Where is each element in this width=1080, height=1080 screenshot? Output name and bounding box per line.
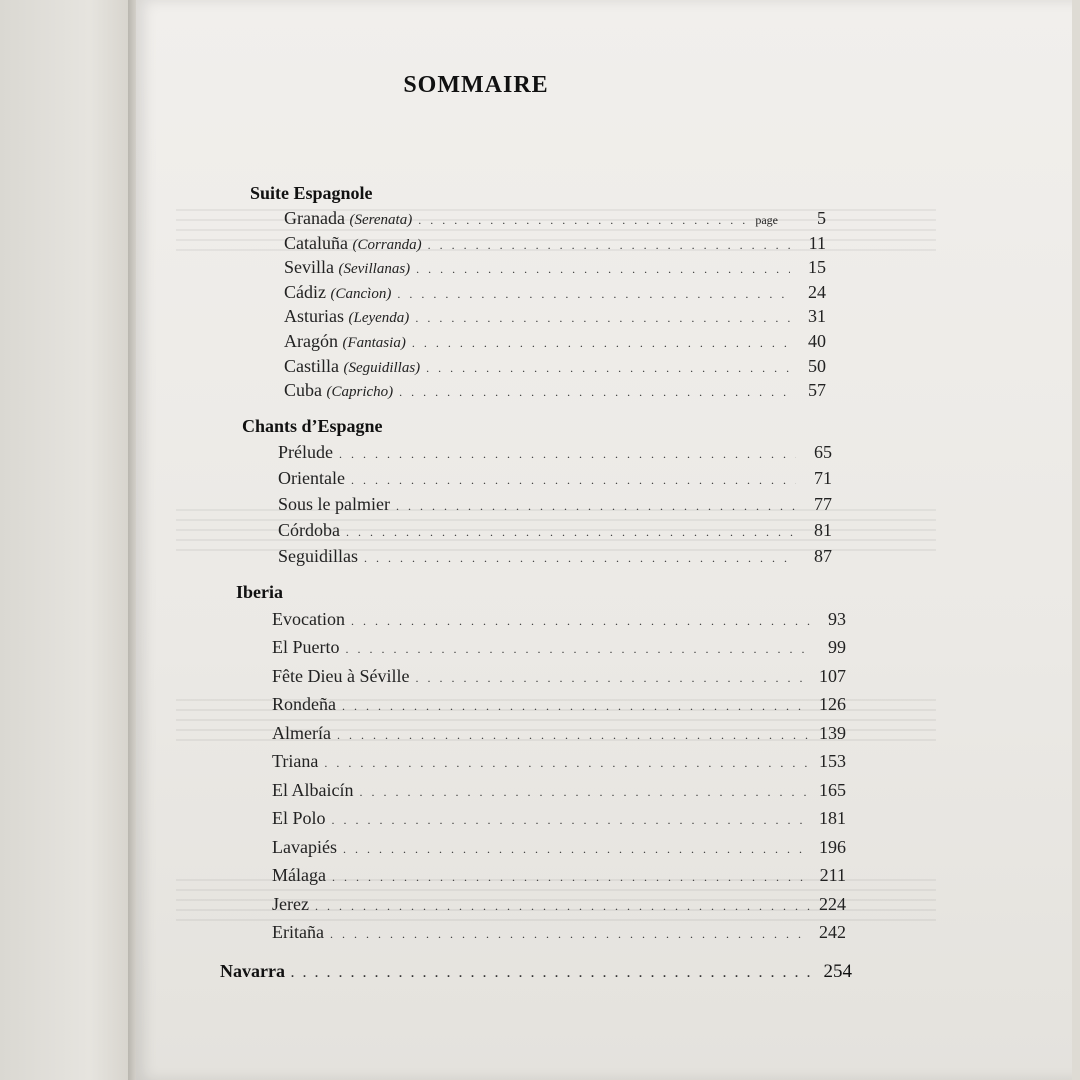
entry-label: Prélude <box>278 441 333 462</box>
entry-label: Aragón (Fantasia) <box>284 330 406 351</box>
entry-label: Eritaña <box>272 922 324 943</box>
toc-entry <box>236 633 846 662</box>
page-number: 99 <box>828 637 846 658</box>
dot-leader <box>426 356 790 381</box>
toc-entry <box>236 690 846 719</box>
page-number: 254 <box>823 960 852 982</box>
toc-entry <box>242 465 832 491</box>
entry-label: Triana <box>272 751 319 772</box>
dot-leader <box>418 208 749 233</box>
page-number: 11 <box>808 232 826 253</box>
page-number: 31 <box>808 306 826 327</box>
toc-entry <box>236 833 846 862</box>
entry-label: Córdoba <box>278 519 340 540</box>
toc-entry <box>250 378 826 403</box>
dot-leader <box>346 635 811 664</box>
toc-entry <box>236 605 846 634</box>
dot-leader <box>337 721 810 750</box>
section-navarra <box>136 955 852 987</box>
dot-leader <box>359 778 810 807</box>
page-number: 24 <box>808 281 826 302</box>
page-number: 87 <box>814 545 832 566</box>
entry-label: Jerez <box>272 893 309 914</box>
dot-leader <box>324 749 810 778</box>
entry-label: Fête Dieu à Séville <box>272 665 410 686</box>
dot-leader <box>415 664 810 693</box>
page-number: 15 <box>808 257 826 278</box>
dot-leader <box>339 441 796 467</box>
table-of-contents <box>136 180 1080 987</box>
section-heading: Chants d’Espagne <box>242 415 383 436</box>
dot-leader <box>412 331 790 356</box>
toc-entry <box>250 255 826 280</box>
page-number: 126 <box>819 694 846 715</box>
dot-leader <box>332 806 810 835</box>
page-number: 165 <box>819 779 846 800</box>
page-number: 5 <box>817 208 826 228</box>
page-number: 57 <box>808 380 826 401</box>
entry-label: Lavapiés <box>272 836 337 857</box>
section-suite-espagnole <box>136 180 826 403</box>
toc-entry <box>250 231 826 256</box>
page-number: 196 <box>819 836 846 857</box>
page-edge <box>1072 0 1080 1080</box>
toc-entry <box>236 861 846 890</box>
entry-label: Rondeña <box>272 694 336 715</box>
page-title: SOMMAIRE <box>403 72 549 98</box>
book-spine <box>128 0 136 1080</box>
entry-label: Granada (Serenata) <box>284 208 413 228</box>
page-number: 50 <box>808 355 826 376</box>
dot-leader <box>364 545 796 571</box>
toc-entry <box>242 543 832 569</box>
entry-label: El Polo <box>272 808 326 829</box>
dot-leader <box>342 692 810 721</box>
contents-page <box>136 0 1080 1080</box>
section-heading: Suite Espagnole <box>250 183 373 203</box>
entry-label: El Puerto <box>272 637 340 658</box>
section-iberia <box>136 579 846 947</box>
entry-label: Sevilla (Sevillanas) <box>284 257 411 278</box>
entry-label: El Albaicín <box>272 779 354 800</box>
dot-leader <box>428 233 790 258</box>
dot-leader <box>315 892 810 921</box>
page-number: 77 <box>814 493 832 514</box>
entry-label: Almería <box>272 722 331 743</box>
entry-label: Sous le palmier <box>278 493 390 514</box>
toc-entry <box>250 280 826 305</box>
entry-label: Seguidillas <box>278 545 358 566</box>
page-number: 71 <box>814 467 832 488</box>
entry-label: Málaga <box>272 865 326 886</box>
toc-entry <box>242 491 832 517</box>
toc-entry <box>250 354 826 379</box>
dot-leader <box>332 863 810 892</box>
previous-page <box>0 0 128 1080</box>
toc-entry-navarra <box>220 955 852 987</box>
dot-leader <box>416 257 790 282</box>
toc-entry <box>250 206 826 231</box>
toc-entry <box>236 918 846 947</box>
entry-label: Evocation <box>272 608 345 629</box>
page-number: 211 <box>819 865 846 886</box>
page-number: 242 <box>819 922 846 943</box>
toc-entry <box>250 329 826 354</box>
page-number: 153 <box>819 751 846 772</box>
page-number: 65 <box>814 441 832 462</box>
toc-entry <box>250 304 826 329</box>
toc-entry <box>236 776 846 805</box>
dot-leader <box>330 920 810 949</box>
dot-leader <box>397 282 790 307</box>
dot-leader <box>415 306 790 331</box>
dot-leader <box>291 957 816 989</box>
page-number: 139 <box>819 722 846 743</box>
entry-label: Asturias (Leyenda) <box>284 306 410 327</box>
entry-label: Cádiz (Cancìon) <box>284 281 392 302</box>
toc-entry <box>236 747 846 776</box>
page-number: 107 <box>819 665 846 686</box>
toc-entry <box>236 662 846 691</box>
toc-entry <box>236 804 846 833</box>
entry-label: Cataluña (Corranda) <box>284 232 422 253</box>
dot-leader <box>343 835 810 864</box>
page-word: page <box>755 213 778 227</box>
page-number: 81 <box>814 519 832 540</box>
page-number: 93 <box>828 608 846 629</box>
toc-entry <box>236 719 846 748</box>
section-heading: Navarra <box>220 960 285 981</box>
dot-leader <box>396 493 796 519</box>
dot-leader <box>351 607 810 636</box>
page-number: 181 <box>819 808 846 829</box>
dot-leader <box>346 519 796 545</box>
toc-entry <box>242 439 832 465</box>
dot-leader <box>399 380 790 405</box>
entry-label: Cuba (Capricho) <box>284 380 394 401</box>
page-number: 224 <box>819 893 846 914</box>
toc-entry <box>236 890 846 919</box>
toc-entry <box>242 517 832 543</box>
dot-leader <box>351 467 796 493</box>
section-chants-d-espagne <box>136 413 832 569</box>
page-number: 40 <box>808 330 826 351</box>
entry-label: Orientale <box>278 467 345 488</box>
entry-label: Castilla (Seguidillas) <box>284 355 421 376</box>
section-heading: Iberia <box>236 581 283 602</box>
